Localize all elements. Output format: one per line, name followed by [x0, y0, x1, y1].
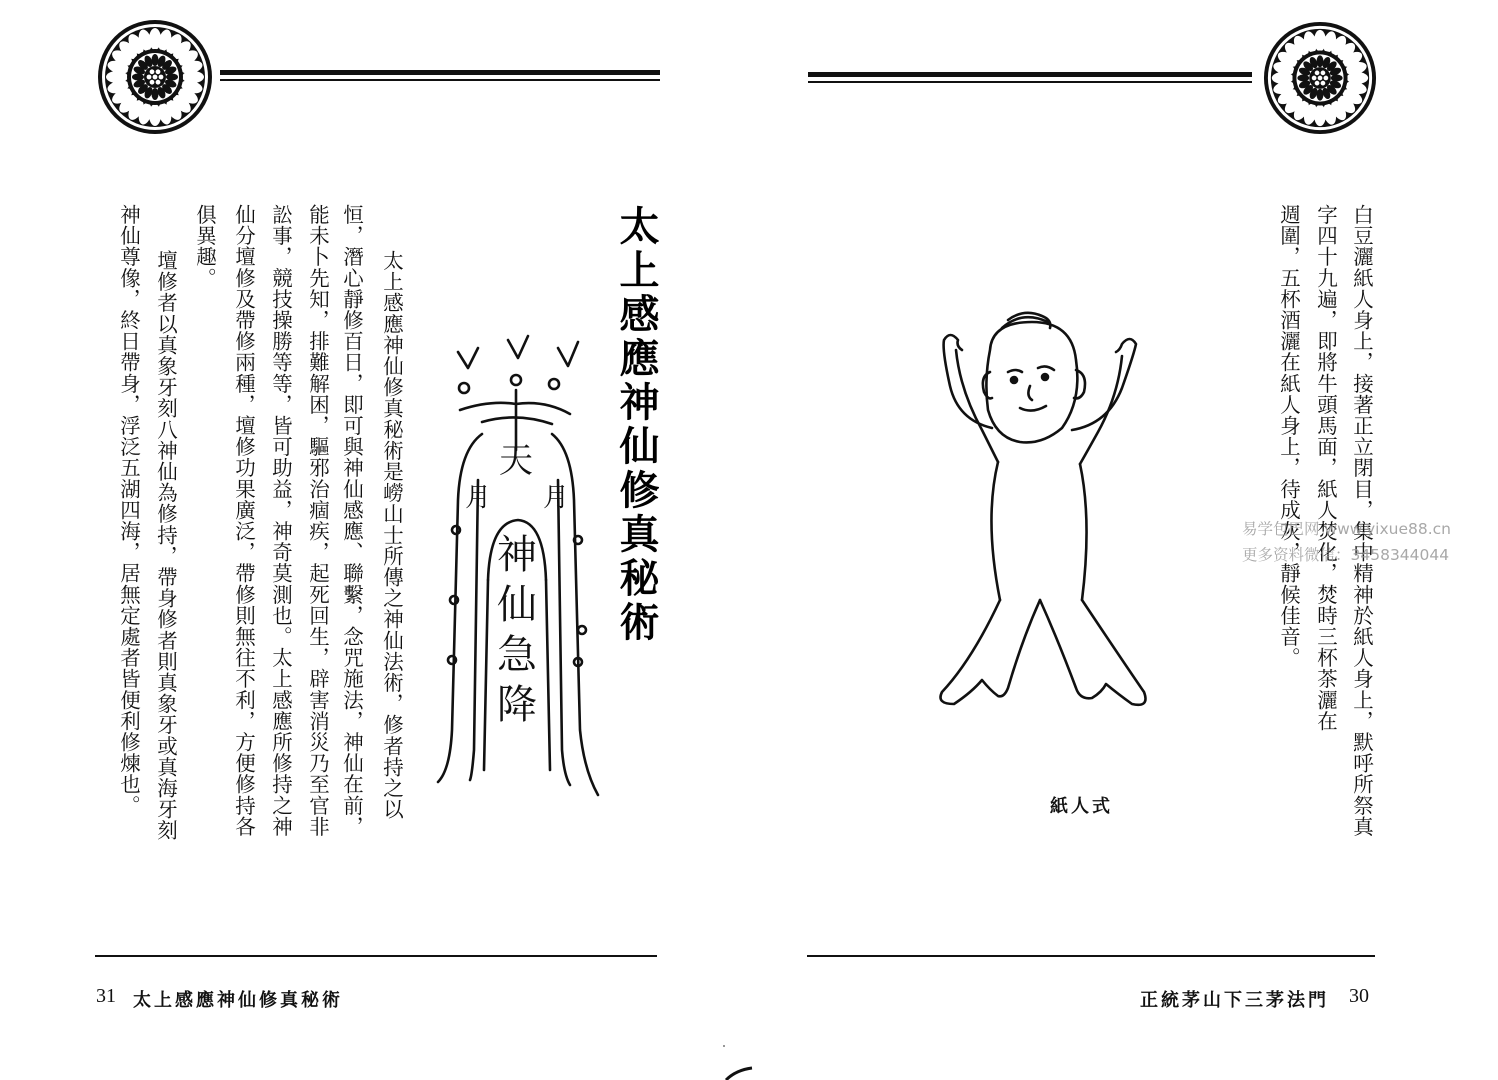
running-title-right: 正統茅山下三茅法門: [1140, 990, 1329, 1011]
left-body-column-4: 訟事，競技操勝等等，皆可助益，神奇莫測也。太上感應所修持之神: [268, 204, 293, 837]
talisman-top-char: 天: [499, 441, 533, 481]
header-rule-right-thin: [808, 81, 1252, 83]
left-body-column-6: 俱異趣。: [192, 204, 217, 289]
running-title-left: 太上感應神仙修真秘術: [133, 990, 343, 1011]
footer-rule-right: [807, 955, 1375, 957]
header-rule-left-thin: [220, 79, 660, 81]
left-body-column-1: 太上感應神仙修真秘術是嶗山士所傳之神仙法術，修者持之以: [379, 250, 404, 820]
page-number-left: 31: [96, 985, 116, 1007]
talisman-mark-v2: [508, 336, 528, 358]
header-rule-left: [220, 70, 660, 75]
paper-figure-drawing: [912, 300, 1182, 720]
talisman-left-char: 月: [464, 483, 492, 513]
lotus-rosette-ornament-right: [1262, 20, 1378, 136]
right-body-column-2: 字四十九遍，即將牛頭馬面，紙人焚化，焚時三杯茶灑在: [1313, 204, 1338, 732]
left-body-column-2: 恒，潛心靜修百日，即可與神仙感應、聯繫，念咒施法，神仙在前，: [339, 204, 364, 837]
left-body-column-3: 能未卜先知，排難解困，驅邪治痼疾，起死回生，辟害消災乃至官非: [305, 204, 330, 837]
talisman-right-char: 月: [542, 483, 570, 513]
talisman-drawing: [430, 330, 605, 800]
right-body-column-3: 週圍，五杯酒灑在紙人身上，待成灰，靜候佳音。: [1276, 204, 1301, 669]
footer-rule-left: [95, 955, 657, 957]
right-body-column-1: 白豆灑紙人身上，接著正立閉目，集中精神於紙人身上，默呼所祭真: [1349, 204, 1374, 837]
watermark-line-2: 更多资料微信：3458344044: [1242, 546, 1450, 564]
left-body-column-7: 壇修者以真象牙刻八神仙為修持，帶身修者則真象牙或真海牙刻: [153, 250, 178, 841]
talisman-mark-v3: [558, 342, 578, 366]
header-rule-right: [808, 72, 1252, 77]
gutter-mark: [718, 1040, 758, 1080]
left-body-column-8: 神仙尊像，終日帶身，浮泛五湖四海，居無定處者皆便利修煉也。: [116, 204, 141, 816]
section-title: 太上感應神仙修真秘術: [613, 205, 659, 645]
talisman-inner-text: 神仙急降: [497, 532, 537, 728]
left-body-column-5: 仙分壇修及帶修兩種，壇修功果廣泛，帶修則無往不利，方便修持各: [231, 204, 256, 837]
watermark-line-1: 易学包巴网 www.yixue88.cn: [1242, 520, 1451, 538]
page-number-right: 30: [1349, 985, 1369, 1007]
figure-caption: 紙人式: [1050, 796, 1113, 817]
lotus-rosette-ornament-left: [96, 18, 214, 136]
talisman-mark-v1: [458, 348, 478, 368]
